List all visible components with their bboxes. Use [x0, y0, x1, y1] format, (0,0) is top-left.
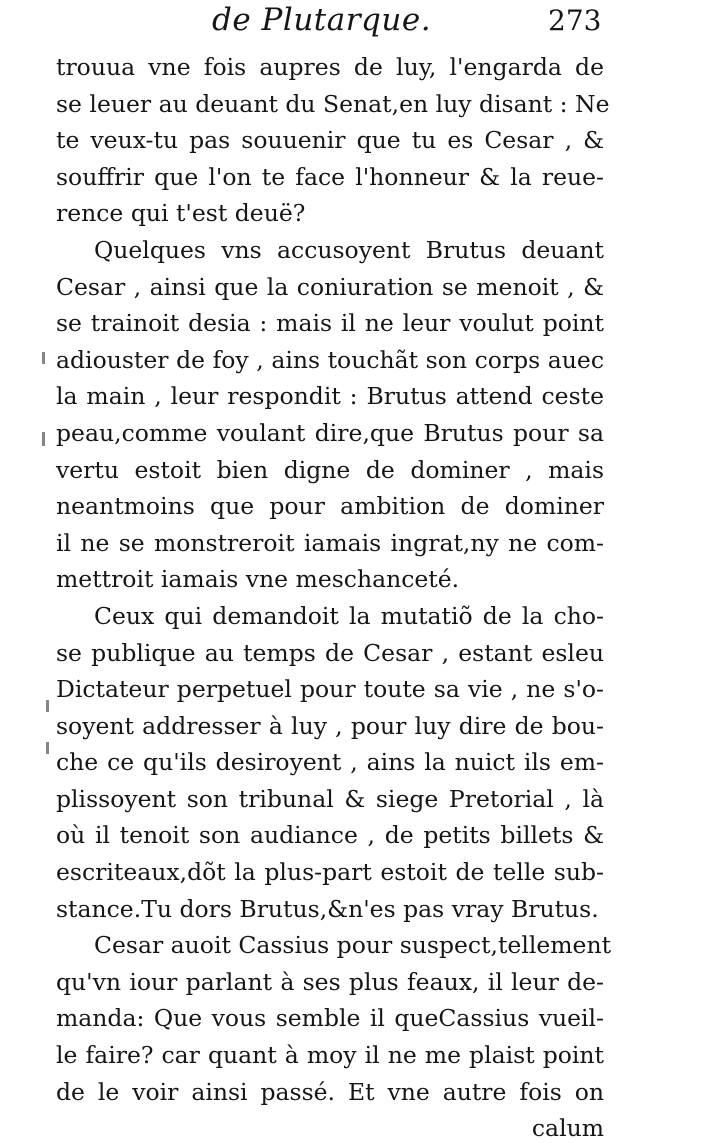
text-line: se trainoit desia : mais il ne leur voulut point	[56, 309, 604, 338]
text-line: che ce qu'ils desiroyent , ains la nuict ils em-	[56, 748, 604, 777]
text-line: la main , leur respondit : Brutus attend ceste	[56, 382, 604, 411]
text-line: rence qui t'est deuë?	[56, 199, 306, 228]
text-line: manda: Que vous semble il queCassius vueil-	[56, 1004, 604, 1033]
text-line: qu'vn iour parlant à ses plus feaux, il leur de-	[56, 967, 604, 996]
text-line: soyent addresser à luy , pour luy dire de bou-	[56, 711, 604, 740]
body-text	[56, 49, 612, 1147]
text-line: se leuer au deuant du Senat,en luy disant : Ne	[56, 89, 610, 118]
text-line: il ne se monstreroit iamais ingrat,ny ne com-	[56, 528, 604, 557]
margin-speck	[42, 432, 45, 446]
text-line: plissoyent son tribunal & siege Pretorial , là	[56, 784, 604, 813]
text-line: adiouster de foy , ains touchãt son corps auec	[56, 345, 604, 374]
text-line: Ceux qui demandoit la mutatiõ de la cho-	[94, 601, 604, 630]
text-line: mettroit iamais vne meschanceté.	[56, 565, 460, 594]
text-line: stance.Tu dors Brutus,&n'es pas vray Brutus.	[56, 894, 599, 923]
paragraph-4	[56, 927, 612, 1110]
text-line: se publique au temps de Cesar , estant esleu	[56, 638, 604, 667]
paragraph-1	[56, 49, 610, 232]
paragraph-2	[56, 232, 604, 598]
margin-speck	[46, 700, 49, 712]
margin-speck	[42, 352, 45, 364]
text-line: Cesar , ainsi que la coniuration se menoit , &	[56, 272, 604, 301]
text-line: te veux-tu pas souuenir que tu es Cesar , &	[56, 126, 604, 155]
catchword: calum	[531, 1114, 604, 1143]
running-title: de Plutarque.	[212, 2, 432, 38]
paragraph-3	[56, 598, 604, 927]
text-line: Dictateur perpetuel pour toute sa vie , ne s'o-	[56, 675, 604, 704]
text-line: le faire? car quant à moy il ne me plaist point	[56, 1041, 604, 1070]
text-line: souffrir que l'on te face l'honneur & la reue-	[56, 162, 604, 191]
text-line: vertu estoit bien digne de dominer , mais	[56, 455, 604, 484]
margin-speck	[46, 742, 49, 754]
text-line: trouua vne fois aupres de luy, l'engarda de	[56, 53, 604, 81]
text-line: neantmoins que pour ambition de dominer	[56, 492, 604, 521]
text-line: Quelques vns accusoyent Brutus deuant	[94, 235, 604, 264]
text-line: escriteaux,dõt la plus-part estoit de telle sub-	[56, 858, 604, 887]
page-number: 273	[548, 4, 602, 37]
text-line: peau,comme voulant dire,que Brutus pour sa	[56, 418, 604, 447]
text-line: Cesar auoit Cassius pour suspect,tellement	[94, 931, 612, 960]
text-line: où il tenoit son audiance , de petits billets &	[56, 821, 604, 850]
page-header	[0, 0, 728, 46]
text-line: de le voir ainsi passé. Et vne autre fois on	[56, 1077, 604, 1106]
